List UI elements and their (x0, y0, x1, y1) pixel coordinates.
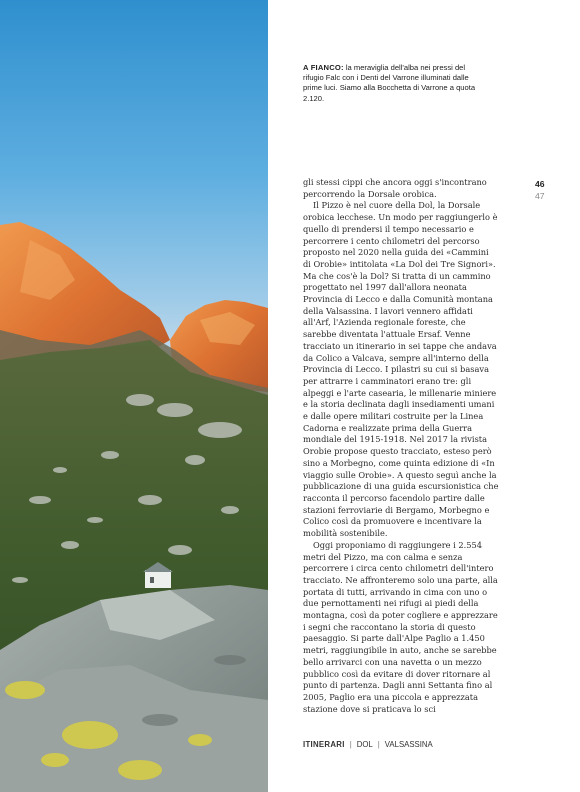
caption-label: A FIANCO: (303, 63, 344, 72)
footer-item-valsassina: VALSASSINA (384, 740, 433, 749)
photo-caption (303, 63, 483, 104)
body-paragraph-2: Il Pizzo è nel cuore della Dol, la Dorsale orobica lecchese. Un modo per raggiungerlo è quello di prendersi il tempo necessario e percorrere i cento chilometri del percorso proposto nel 2020 nella guida dei «Cammini di Orobie» intitolata «La Dol dei Tre Signori». Ma che cos'è la Dol? Si tratta di un cammino progettato nel 1997 dall'allora neonata Provincia di Lecco e dalla Comunità montana della Valsassina. I lavori vennero affidati all'Arf, l'Azienda regionale foreste, che sarebbe diventata l'attuale Ersaf. Venne tracciato un itinerario in sei tappe che andava da Colico a Valcava, sempre all'interno della Provincia di Lecco. I pilastri su cui si basava per attrarre i camminatori erano tre: gli alpeggi e l'arte casearia, le millenarie miniere e la storia declinata dagli insediamenti umani e dalle opere militari costruite per la Linea Cadorna e realizzate prima della Guerra mondiale del 1915-1918. Nel 2017 la rivista Orobie propose questo tracciato, esteso però sino a Morbegno, come quinta edizione di «In viaggio sulle Orobie». A questo seguì anche la pubblicazione di una guida escursionistica che racconta il percorso facendolo partire dalle stazioni ferroviarie di Bergamo, Morbegno e Colico così da promuovere e incentivare la mobilità sostenibile. (303, 200, 499, 539)
footer-separator: | (349, 740, 352, 749)
footer-section: ITINERARI (303, 740, 345, 749)
photo-illustration (0, 0, 268, 792)
body-paragraph-3: Oggi proponiamo di raggiungere i 2.554 metri del Pizzo, ma con calma e senza percorrere i circa cento chilometri dell'intero tracciato. Ne affronteremo solo una parte, alla portata di tutti, arrivando in cima con uno o due pernottamenti nei rifugi ai piedi della montagna, così da poter cogliere e apprezzare i segni che raccontano la storia di questo paesaggio. Si parte dall'Alpe Paglio a 1.450 metri, raggiungibile in auto, anche se sarebbe bello arrivarci con una navetta o un mezzo pubblico così da evitare di dover ritornare al punto di partenza. Dagli anni Settanta fino al 2005, Paglio era una piccola e apprezzata stazione dove si praticava lo sci (303, 539, 498, 714)
page-number-other: 47 (535, 191, 545, 201)
caption-text: la meraviglia dell'alba nei pressi del rifugio Falc con i Denti del Varrone illuminati dalle prime luci. Siamo alla Bocchetta di Varrone a quota 2.120. (303, 63, 476, 103)
body-paragraph-1: gli stessi cippi che ancora oggi s'incontrano percorrendo la Dorsale orobica. (303, 177, 487, 199)
footer-separator: | (377, 740, 380, 749)
running-footer (303, 740, 433, 749)
footer-item-dol: DOL (356, 740, 373, 749)
mountain-dawn-photo (0, 0, 268, 792)
article-body (303, 177, 499, 715)
page-number-current: 46 (535, 179, 545, 189)
